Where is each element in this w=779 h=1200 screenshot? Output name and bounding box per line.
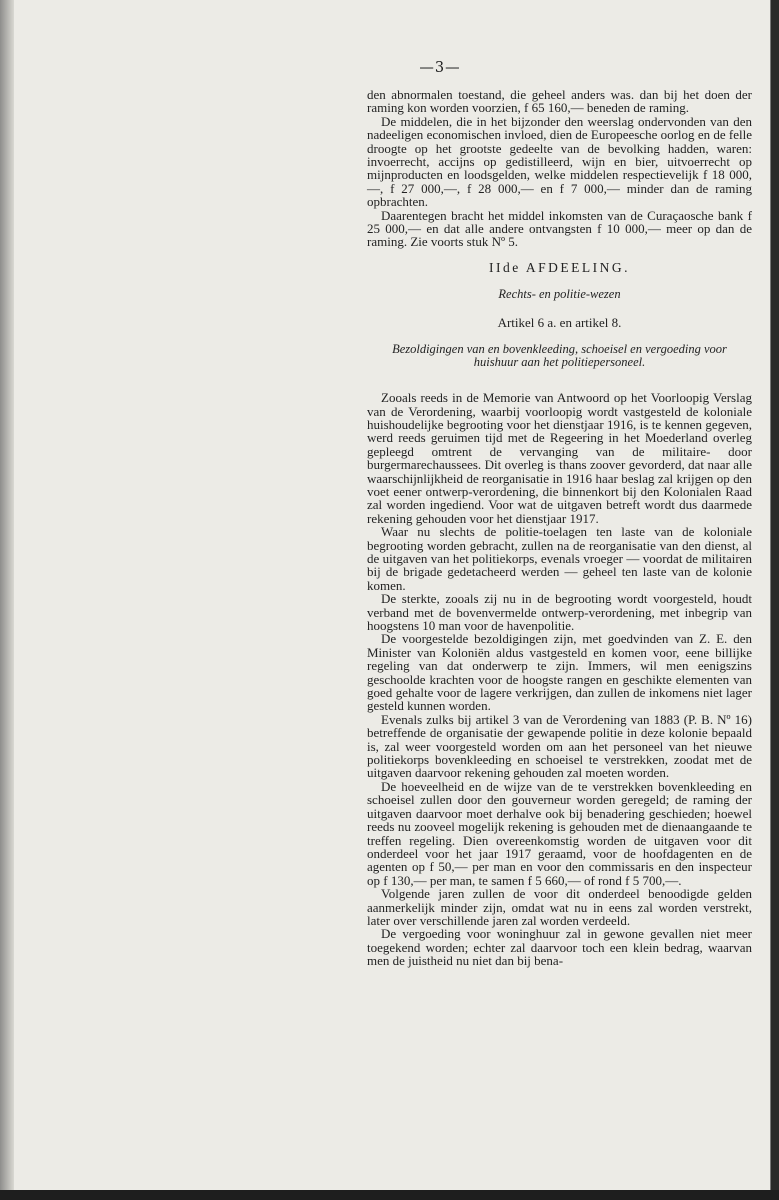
section-heading: IIde AFDEELING.	[489, 259, 630, 275]
paragraph-evenals: Evenals zulks bij artikel 3 van de Verordening van 1883 (P. B. Nº 16) betreffende de organisatie der gewapende politie in deze kolonie bepaald is, zal weer voorgesteld worden om aan het personeel van het nieuwe politiekorps bovenkleeding en schoeisel te verstrekken, zoodat met de uitgaven daarvoor rekening gehouden zal moeten worden.	[367, 711, 752, 781]
paragraph-volgende: Volgende jaren zullen de voor dit onderdeel benoodigde gelden aanmerkelijk minder zijn, omdat wat nu in eens zal worden verstrekt, later over verschillende jaren zal worden verdeeld.	[367, 886, 752, 928]
article-title: Bezoldigingen van en bovenkleeding, schoeisel en vergoeding voor huishuur aan het politiepersoneel.	[392, 342, 727, 370]
paragraph-hoeveelheid: De hoeveelheid en de wijze van de te verstrekken bovenkleeding en schoeisel zullen door den gouverneur worden geregeld; de raming der uitgaven daarvoor moet derhalve ook bij benadering geschieden; hoewel reeds nu zooveel mogelijk rekening is gehouden met de dienaangaande te treffen regeling. Dien overeenkomstig worden de uitgaven voor dit onderdeel voor het jaar 1917 geraamd, voor de hoofdagenten en de agenten op f 50,— per man en voor den commissaris en den inspecteur op f 130,— per man, te samen f 5 660,— of rond f 5 700,—.	[367, 778, 752, 888]
page-number: —3—	[419, 60, 461, 76]
page-spine-shadow	[0, 0, 14, 1190]
paragraph-sterkte: De sterkte, zooals zij nu in de begrooting wordt voorgesteld, houdt verband met de bovenvermelde ontwerp-verordening, met inbegrip van hoogstens 10 man voor de havenpolitie.	[367, 591, 752, 633]
text-column	[367, 88, 752, 968]
paragraph-middelen: De middelen, die in het bijzonder den weerslag ondervonden van den nadeeligen economischen invloed, dien de Europeesche oorlog en de felle droogte op het grootste gedeelte van de bevolking hadden, waren: invoerrecht, accijns op gedistilleerd, wijn en bier, uitvoerrecht op mijnproducten en loodsgelden, welke middelen respectievelijk f 18 000,—, f 27 000,—, f 28 000,— en f 7 000,— minder dan de raming opbrachten.	[367, 113, 752, 210]
paragraph-daarentegen: Daarentegen bracht het middel inkomsten van de Curaçaosche bank f 25 000,— en dat alle andere ontvangsten f 10 000,— meer op dan de raming. Zie voorts stuk Nº 5.	[367, 207, 752, 250]
paragraph-waar: Waar nu slechts de politie-toelagen ten laste van de koloniale begrooting worden gebracht, zullen na de reorganisatie van den dienst, al de uitgaven van het politiekorps, evenals vroeger — voordat de militairen bij de brigade gedetacheerd werden — geheel ten laste van de kolonie komen.	[367, 524, 752, 593]
article-heading: Artikel 6 a. en artikel 8.	[497, 314, 622, 330]
paragraph-bezoldigingen: De voorgestelde bezoldigingen zijn, met goedvinden van Z. E. den Minister van Koloniën aldus vastgesteld en komen voor, eene billijke regeling van dat onderwerp te zijn. Immers, wil men eenigszins geschoolde krachten voor de hoogste rangen en geschikte elementen van goed gehalte voor de lagere verkrijgen, dan zullen de inkomens niet lager gesteld kunnen worden.	[367, 631, 752, 714]
scan-bottom-edge	[0, 1190, 779, 1200]
section-subtitle: Rechts- en politie-wezen	[498, 287, 621, 302]
paragraph-zooals: Zooals reeds in de Memorie van Antwoord op het Voorloopig Verslag van de Verordening, waarbij voorloopig wordt vastgesteld de koloniale huishoudelijke begrooting voor het dienstjaar 1916, is te kennen gegeven, werd reeds geruimen tijd met de Regeering in het Moederland overleg gepleegd omtrent de vervanging van de militaire- door burgermarechaussees. Dit overleg is thans zoover gevorderd, dat naar alle waarschijnlijkheid de reorganisatie in 1916 haar beslag zal krijgen op den voet eener ontwerp-verordening, die binnenkort bij den Kolonialen Raad zal worden ingediend. Voor wat de uitgaven betreft wordt dus daarmede rekening gehouden voor het dienstjaar 1917.	[367, 390, 752, 526]
paragraph-continuation: den abnormalen toestand, die geheel anders was. dan bij het doen der raming kon worden voorzien, f 65 160,— beneden de raming.	[367, 87, 752, 116]
paragraph-vergoeding: De vergoeding voor woninghuur zal in gewone gevallen niet meer toegekend worden; echter zal daarvoor toch een klein bedrag, waarvan men de juistheid nu niet dan bij bena-	[367, 926, 752, 969]
